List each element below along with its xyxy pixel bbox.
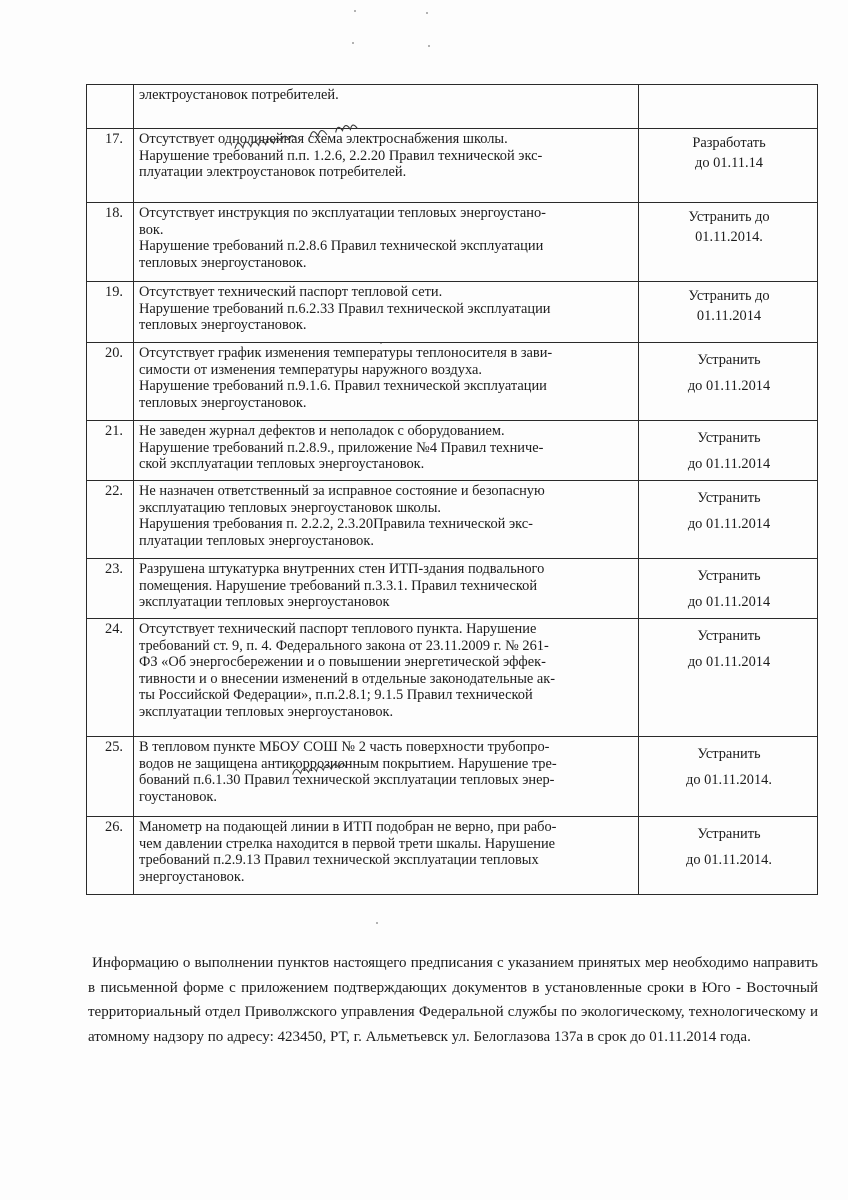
violation-description (134, 619, 639, 737)
deadline-date: до 01.11.2014 (687, 456, 771, 472)
table-row (87, 85, 818, 129)
description-line: чем давлении стрелка находится в первой трети шкалы. Нарушение (139, 835, 556, 852)
row-number: 19. (87, 282, 134, 343)
deadline-date: до 01.11.2014 (687, 654, 771, 670)
description-line: эксплуатации тепловых энергоустановок. (139, 703, 394, 720)
description-line: тепловых энергоустановок. (139, 317, 307, 334)
description-line: электроустановок потребителей. (139, 87, 339, 103)
deadline-action: Устранить (697, 628, 761, 644)
row-number: 24. (87, 619, 134, 737)
deadline-cell (639, 737, 818, 817)
row-number: 21. (87, 421, 134, 481)
description-line: Не заведен журнал дефектов и неполадок с оборудованием. (139, 423, 505, 439)
table-row (87, 619, 818, 737)
deadline-date: 01.11.2014 (696, 308, 762, 324)
violation-description (134, 85, 639, 129)
deadline-cell (639, 282, 818, 343)
description-line: ской эксплуатации тепловых энергоустановок. (139, 456, 425, 473)
violation-description (134, 421, 639, 481)
deadline-cell (639, 421, 818, 481)
description-line: ФЗ «Об энергосбережении и о повышении энергетической эффек- (139, 654, 546, 671)
deadline-action: Устранить (697, 826, 761, 842)
description-line: тивности и о внесении изменений в отдельные законодательные ак- (139, 670, 556, 687)
description-line: Нарушение требований п.п. 1.2.6, 2.2.20 Правил технической экс- (139, 147, 543, 164)
description-line: требований ст. 9, п. 4. Федерального закона от 23.11.2009 г. № 261- (139, 637, 549, 654)
description-line: Нарушение требований п.2.8.6 Правил технической эксплуатации (139, 238, 544, 255)
deadline-cell (639, 559, 818, 619)
description-line: тепловых энергоустановок. (139, 254, 307, 271)
description-line: бований п.6.1.30 Правил технической эксплуатации тепловых энер- (139, 772, 555, 789)
deadline-date: до 01.11.2014 (687, 516, 771, 532)
violation-description (134, 129, 639, 203)
violation-description (134, 282, 639, 343)
description-line: Нарушение требований п.6.2.33 Правил технической эксплуатации (139, 300, 551, 317)
deadline-action: Устранить (697, 490, 761, 506)
row-number: 20. (87, 343, 134, 421)
description-line: эксплуатацию тепловых энергоустановок школы. (139, 499, 441, 516)
description-line: В тепловом пункте МБОУ СОШ № 2 часть поверхности трубопро- (139, 739, 550, 755)
description-line: эксплуатации тепловых энергоустановок (139, 594, 390, 611)
description-line: Нарушение требований п.9.1.6. Правил технической эксплуатации (139, 378, 547, 395)
deadline-action: Устранить (697, 430, 761, 446)
table-row (87, 129, 818, 203)
description-line: энергоустановок. (139, 868, 245, 885)
row-number: 18. (87, 203, 134, 282)
description-line: Разрушена штукатурка внутренних стен ИТП-здания подвального (139, 561, 545, 577)
description-line: Отсутствует график изменения температуры теплоносителя в зави- (139, 345, 553, 361)
table-row (87, 203, 818, 282)
description-line: Нарушения требования п. 2.2.2, 2.3.20Правила технической экс- (139, 516, 533, 533)
deadline-action: Устранить (697, 568, 761, 584)
description-line: Не назначен ответственный за исправное состояние и безопасную (139, 483, 545, 499)
description-line: плуатации электроустановок потребителей. (139, 164, 407, 181)
table-row (87, 737, 818, 817)
description-line: Отсутствует технический паспорт тепловой сети. (139, 284, 443, 300)
table-row (87, 282, 818, 343)
row-number (87, 85, 134, 129)
description-line: Отсутствует однолинейная схема электроснабжения школы. (139, 131, 508, 147)
deadline-cell (639, 129, 818, 203)
deadline-cell (639, 481, 818, 559)
deadline-cell (639, 85, 818, 129)
deadline-action: Устранить (697, 746, 761, 762)
deadline-action: Устранить до (688, 209, 770, 225)
deadline-date: до 01.11.2014 (687, 594, 771, 610)
description-line: плуатации тепловых энергоустановок. (139, 532, 374, 549)
deadline-action: Разработать (692, 135, 766, 151)
deadline-cell (639, 817, 818, 895)
violations-table (86, 84, 818, 895)
table-row (87, 481, 818, 559)
description-line: помещения. Нарушение требований п.3.3.1. Правил технической (139, 577, 538, 594)
deadline-date: до 01.11.2014. (686, 772, 772, 788)
deadline-action: Устранить до (688, 288, 770, 304)
description-line: гоустановок. (139, 788, 218, 805)
description-line: Отсутствует инструкция по эксплуатации тепловых энергоустано- (139, 205, 546, 221)
closing-paragraph: Информацию о выполнении пунктов настоящего предписания с указанием принятых мер необходимо направить в письменной форме с приложением подтверждающих документов в установленные сроки в Юго - Восточный территориальный отдел Приволжского управления Федеральной службы по экологическому, технологическому и атомному надзору по адресу: 423450, РТ, г. Альметьевск ул. Белоглазова 137а в срок до 01.11.2014 года. (88, 955, 818, 1045)
violation-description (134, 737, 639, 817)
deadline-cell (639, 619, 818, 737)
row-number: 25. (87, 737, 134, 817)
violation-description (134, 817, 639, 895)
description-line: Манометр на подающей линии в ИТП подобран не верно, при рабо- (139, 819, 557, 835)
table-row (87, 559, 818, 619)
description-line: Нарушение требований п.2.8.9., приложение №4 Правил техниче- (139, 439, 544, 456)
table-row (87, 343, 818, 421)
description-line: Отсутствует технический паспорт теплового пункта. Нарушение (139, 621, 537, 637)
deadline-action: Устранить (697, 352, 761, 368)
description-line: требований п.2.9.13 Правил технической эксплуатации тепловых (139, 852, 539, 869)
violation-description (134, 559, 639, 619)
violation-description (134, 203, 639, 282)
description-line: водов не защищена антикоррозионным покрытием. Нарушение тре- (139, 755, 557, 772)
row-number: 26. (87, 817, 134, 895)
description-line: вок. (139, 221, 164, 238)
deadline-date: 01.11.2014. (695, 229, 763, 245)
deadline-date: до 01.11.2014. (686, 852, 772, 868)
violation-description (134, 343, 639, 421)
deadline-date: до 01.11.14 (695, 155, 763, 171)
deadline-cell (639, 203, 818, 282)
row-number: 23. (87, 559, 134, 619)
description-line: ты Российской Федерации», п.п.2.8.1; 9.1.5 Правил технической (139, 687, 533, 704)
description-line: симости от изменения температуры наружного воздуха. (139, 361, 482, 378)
violations-table-body (87, 85, 818, 895)
table-row (87, 421, 818, 481)
violation-description (134, 481, 639, 559)
deadline-date: до 01.11.2014 (687, 378, 771, 394)
row-number: 17. (87, 129, 134, 203)
table-row (87, 817, 818, 895)
description-line: тепловых энергоустановок. (139, 394, 307, 411)
row-number: 22. (87, 481, 134, 559)
deadline-cell (639, 343, 818, 421)
